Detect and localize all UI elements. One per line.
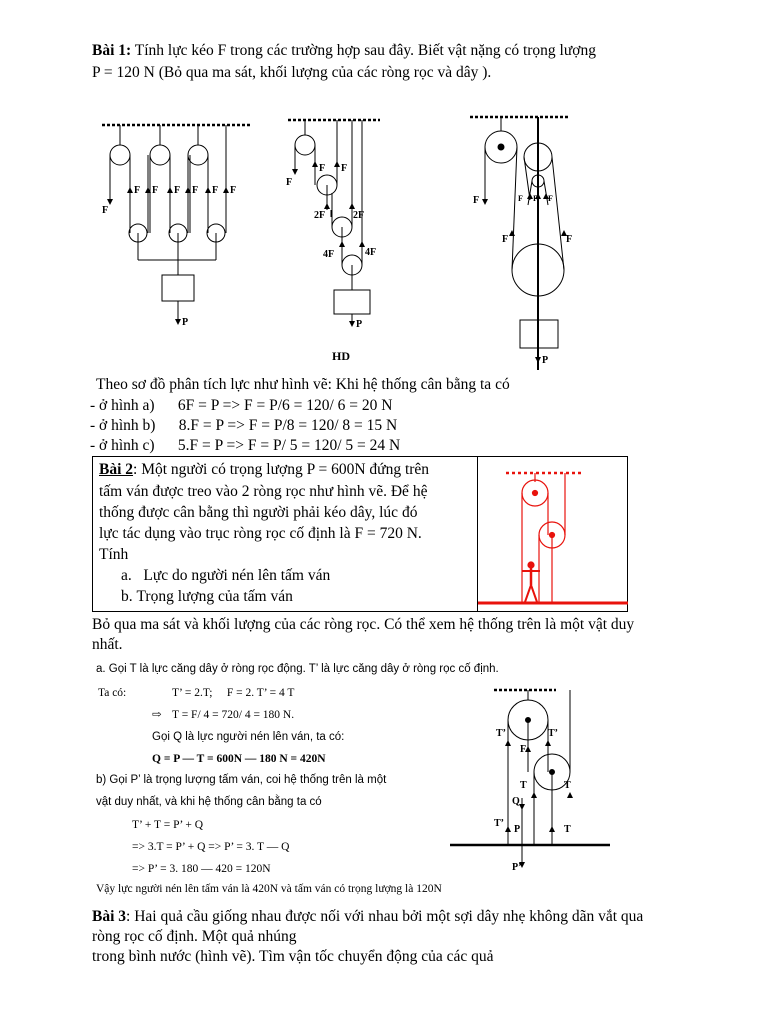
bai1-label: Bài 1: (92, 42, 132, 59)
bai1-text1: Tính lực kéo F trong các trường hợp sau đây. Biết vật nặng có trọng lượng (131, 42, 596, 59)
solution-a-head: a. Gọi T là lực căng dây ở ròng rọc động. T’ là lực căng dây ở ròng rọc cố định. (96, 663, 499, 675)
weight-b (334, 290, 370, 314)
note-line1: Bỏ qua ma sát và khối lượng của các ròng rọc. Có thể xem hệ thống trên là một vật duy (92, 616, 635, 633)
solution-b-head2: vật duy nhất, và khi hệ thống cân bằng ta có (96, 796, 322, 808)
bai1-line2: P = 120 N (Bỏ qua ma sát, khối lượng của các ròng rọc và dây ). (92, 64, 492, 81)
label-F: F (230, 185, 237, 196)
analysis-line-b: - ở hình b) 8.F = P => F = P/8 = 120/ 8 = 15 N (90, 417, 398, 434)
solution-eq3: Q = P — T = 600N — 180 N = 420N (152, 753, 326, 765)
pulley-figure-1 (90, 105, 590, 370)
label-F: F (341, 163, 348, 174)
pulley-figure-2 (478, 457, 628, 611)
label-4F: 4F (323, 249, 335, 260)
pulley-b-fixed (295, 135, 315, 155)
bai2-line1 (99, 459, 429, 480)
label-F: F (502, 234, 509, 245)
bai2-line5: Tính (99, 546, 129, 563)
label-T: T (520, 780, 527, 791)
solution-arrow: ⇨ (152, 709, 162, 721)
bai2-line3: thống được cân bằng thì người phải kéo dây, lúc đó (99, 504, 418, 521)
bai3-text1: : Hai quả cầu giống nhau được nối với nhau bởi một sợi dây nhẹ không dãn vắt qua (126, 908, 644, 925)
bai2-item-b-index: b. (121, 588, 133, 605)
label-T: T (564, 824, 571, 835)
analysis-line-c: - ở hình c) 5.F = P => F = P/ 5 = 120/ 5 = 24 N (90, 437, 401, 454)
label-T-prime: T’ (494, 818, 504, 829)
label-F: F (520, 744, 527, 755)
label-F: F (319, 163, 326, 174)
bai3-line2: ròng rọc cố định. Một quả nhúng (92, 928, 297, 945)
label-P-prime: P’ (512, 862, 522, 873)
bai3-label: Bài 3 (92, 908, 127, 925)
analysis-line-a: - ở hình a) 6F = P => F = P/6 = 120/ 6 = 20 N (90, 397, 393, 414)
label-F: F (152, 185, 159, 196)
bai2-item-a (121, 565, 330, 586)
label-F: F (286, 177, 293, 188)
label-P: P (356, 319, 363, 330)
label-F: F (548, 194, 553, 203)
solution-q-def: Gọi Q là lực người nén lên ván, ta có: (152, 731, 345, 743)
bai2-item-b-text: Trọng lượng của tấm ván (136, 588, 293, 605)
label-F: F (212, 185, 219, 196)
bai2-text1: : Một người có trọng lượng P = 600N đứng trên (133, 461, 430, 478)
analysis-intro: Theo sơ đồ phân tích lực như hình vẽ: Khi hệ thống cân bằng ta có (96, 376, 510, 393)
note-line2: nhất. (92, 636, 123, 653)
bai2-line4: lực tác dụng vào trục ròng rọc cố định là F = 720 N. (99, 525, 422, 542)
bai2-line2: tấm ván được treo vào 2 ròng rọc như hình vẽ. Để hệ (99, 483, 428, 500)
label-F: F (134, 185, 141, 196)
bai2-label: Bài 2 (99, 461, 134, 478)
solution-taco: Ta có: (98, 687, 127, 699)
label-T-prime: T’ (548, 728, 558, 739)
label-F: F (566, 234, 573, 245)
label-P: P (514, 824, 521, 835)
label-P: P (182, 317, 189, 328)
label-P: P (542, 355, 549, 366)
label-4F: 4F (365, 247, 377, 258)
label-F: F (102, 205, 109, 216)
solution-eq4: T’ + T = P’ + Q (132, 819, 203, 831)
weight-a (162, 275, 194, 301)
solution-eq2: T = F/ 4 = 720/ 4 = 180 N. (172, 709, 295, 721)
label-T: T (564, 780, 571, 791)
pulley-a-top1 (110, 145, 130, 165)
bai2-item-a-index: a. (121, 567, 132, 584)
pulley-a-top2 (150, 145, 170, 165)
bai3-line3: trong bình nước (hình vẽ). Tìm vận tốc chuyển động của các quả (92, 948, 494, 965)
label-Q: Q (512, 796, 520, 807)
solution-eq5: => 3.T = P’ + Q => P’ = 3. T — Q (132, 841, 290, 853)
bai2-item-b (121, 586, 293, 607)
person-head (528, 562, 534, 568)
label-HD: HD (332, 349, 350, 363)
solution-eq1: T’ = 2.T; F = 2. T’ = 4 T (172, 687, 295, 699)
bai3-line1 (92, 906, 643, 927)
label-T-prime: T’ (496, 728, 506, 739)
solution-eq6: => P’ = 3. 180 — 420 = 120N (132, 863, 271, 875)
bai1-line1 (92, 40, 596, 61)
bai2-item-a-text: Lực do người nén lên tấm ván (143, 567, 331, 584)
label-F: F (518, 194, 523, 203)
label-F: F (192, 185, 199, 196)
label-F: F (174, 185, 181, 196)
solution-b-head1: b) Gọi P’ là trọng lượng tấm ván, coi hệ thống trên là một (96, 774, 387, 786)
label-F: F (473, 195, 480, 206)
solution-conclusion: Vậy lực người nén lên tấm ván là 420N và tấm ván có trọng lượng là 120N (96, 883, 442, 895)
pulley-a-top3 (188, 145, 208, 165)
bai2-box (92, 456, 628, 612)
pulley-figure-3 (440, 680, 620, 880)
label-2F: 2F (353, 210, 365, 221)
label-2F: 2F (314, 210, 326, 221)
label-F: F (533, 194, 538, 203)
